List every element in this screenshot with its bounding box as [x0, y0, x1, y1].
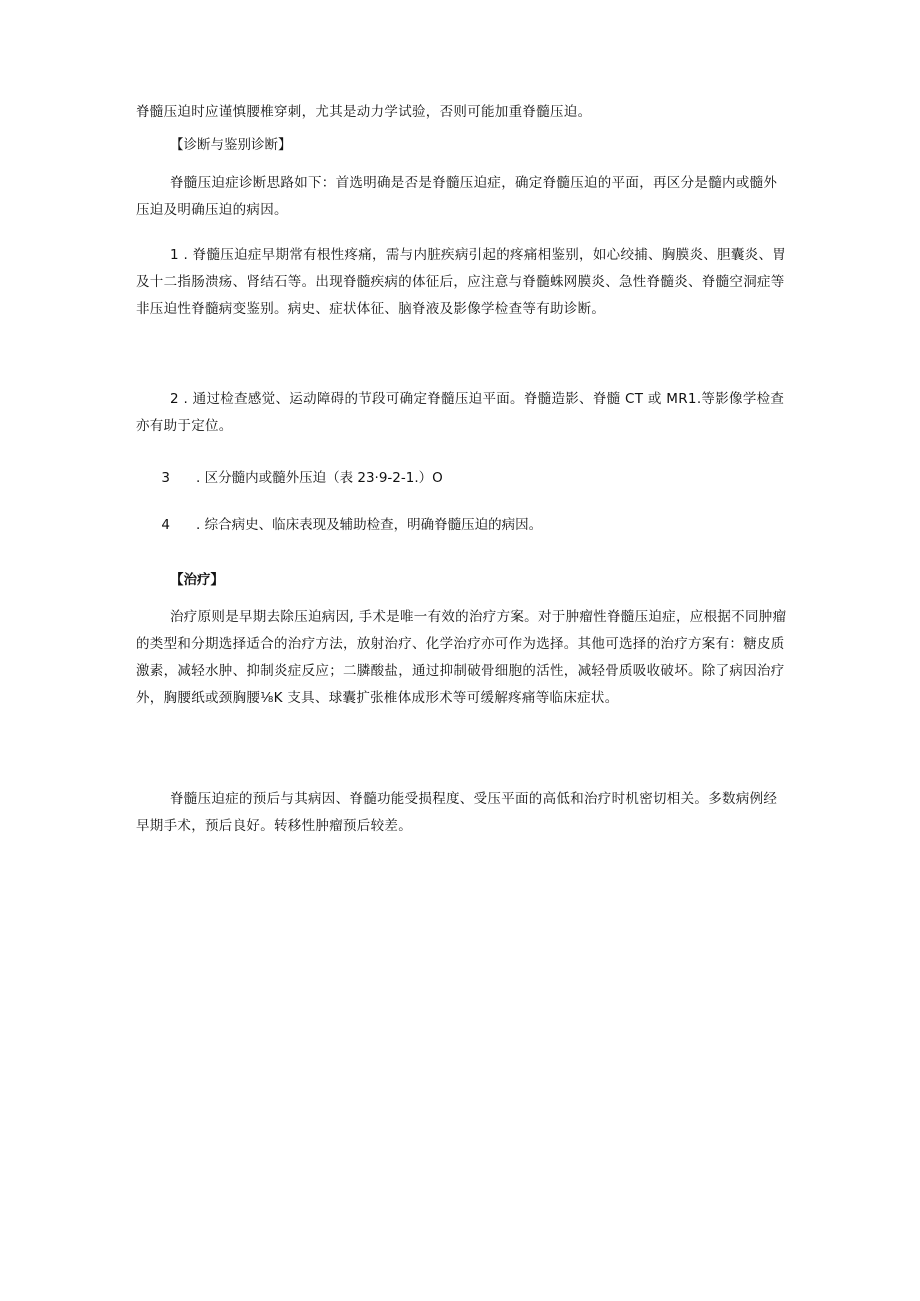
list-item-3-number: 3	[161, 470, 170, 486]
paragraph-diagnosis-intro: 脊髓压迫症诊断思路如下：首选明确是否是脊髓压迫症，确定脊髓压迫的平面，再区分是髓内或髓外压迫及明确压迫的病因。	[136, 175, 778, 218]
list-item-1: 1 . 脊髓压迫症早期常有根性疼痛，需与内脏疾病引起的疼痛相鉴别，如心绞捕、胸膜炎、胆囊炎、胃及十二指肠溃疡、肾结石等。出现脊髓疾病的体征后，应注意与脊髓蛛网膜炎、急性脊髓炎、脊髓空洞症等非压迫性脊髓病变鉴别。病史、症状体征、脑脊液及影像学检查等有助诊断。	[136, 247, 787, 317]
list-item-3-text: . 区分髓内或髓外压迫（表 23·9-2-1.）O	[196, 470, 443, 486]
heading-treatment: 【治疗】	[170, 572, 224, 588]
list-item-4-text: . 综合病史、临床表现及辅助检查，明确脊髓压迫的病因。	[196, 517, 543, 533]
list-item-3	[136, 465, 788, 492]
paragraph-prognosis: 脊髓压迫症的预后与其病因、脊髓功能受损程度、受压平面的高低和治疗时机密切相关。多数病例经早期手术，预后良好。转移性肿瘤预后较差。	[136, 791, 778, 834]
list-item-4-number: 4	[161, 517, 170, 533]
list-item-4	[136, 512, 788, 539]
heading-diagnosis: 【诊断与鉴别诊断】	[170, 137, 292, 153]
paragraph-lumbar-puncture-caution: 脊髓压迫时应谨慎腰椎穿刺，尤其是动力学试验，否则可能加重脊髓压迫。	[136, 104, 592, 120]
list-item-2: 2 . 通过检查感觉、运动障碍的节段可确定脊髓压迫平面。脊髓造影、脊髓 CT 或 MR1.等影像学检查亦有助于定位。	[136, 391, 785, 434]
paragraph-treatment-principles: 治疗原则是早期去除压迫病因, 手术是唯一有效的治疗方案。对于肿瘤性脊髓压迫症，应根据不同肿瘤的类型和分期选择适合的治疗方法，放射治疗、化学治疗亦可作为选择。其他可选择的治疗方案有：糖皮质激素，减轻水肿、抑制炎症反应；二膦酸盐，通过抑制破骨细胞的活性，减轻骨质吸收破坏。除了病因治疗外，胸腰纸或颈胸腰⅛K 支具、球囊扩张椎体成形术等可缓解疼痛等临床症状。	[136, 609, 787, 706]
